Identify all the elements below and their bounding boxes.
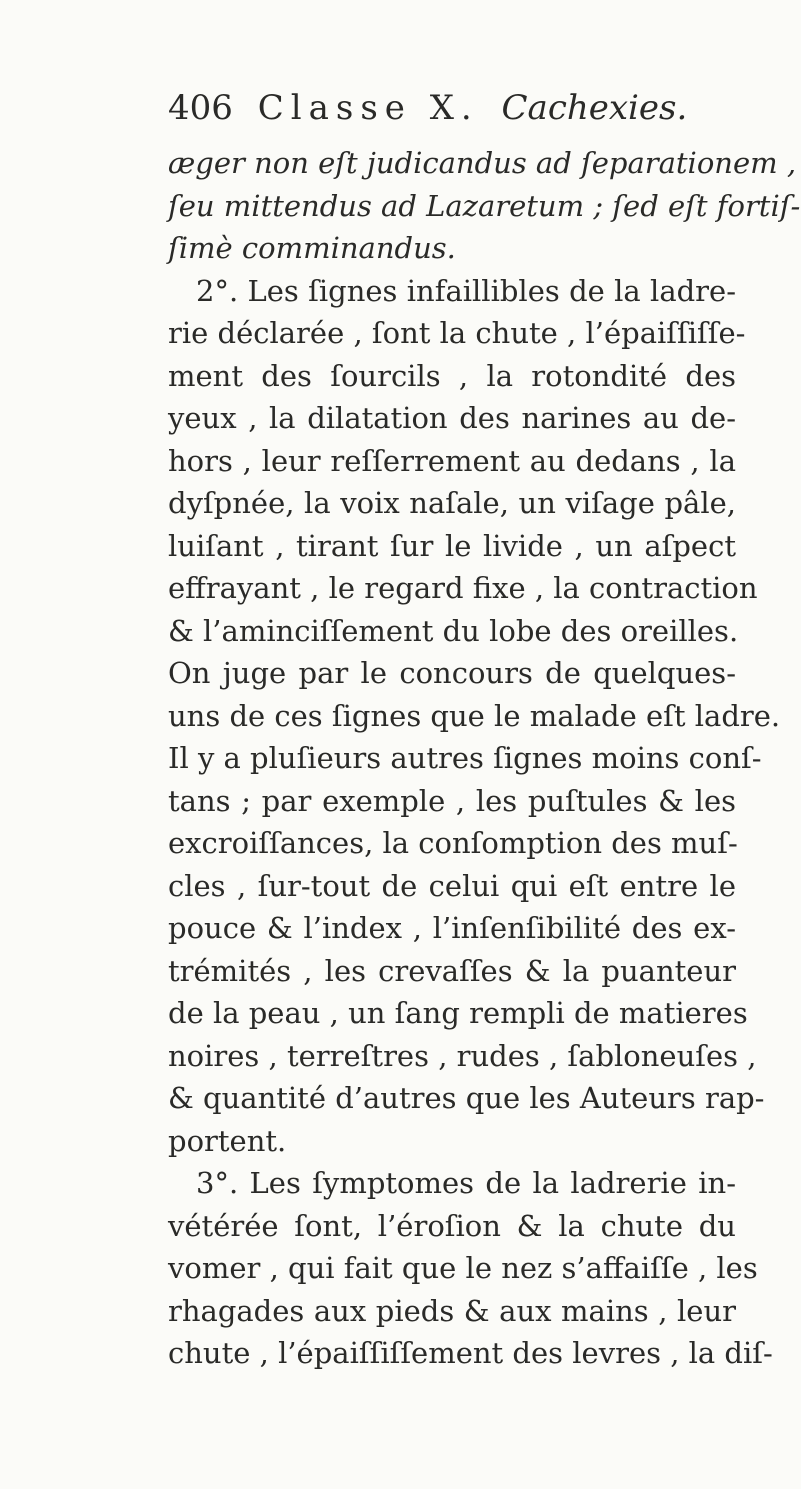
text-line: rie déclarée , ſont la chute , l’épaiſſiſſe- <box>168 316 746 350</box>
running-head <box>168 88 728 128</box>
text-line: æger non eſt judicandus ad ſeparationem , <box>168 146 797 180</box>
text-line: effrayant , le regard fixe , la contraction <box>168 571 758 605</box>
text-line: yeux , la dilatation des narines au de- <box>168 401 736 435</box>
text-line: trémités , les crevaſſes & la puanteur <box>168 953 736 988</box>
text-line: vétérée ſont, l’éroſion & la chute du <box>168 1208 736 1243</box>
text-line: noires , terreſtres , rudes , ſabloneuſes , <box>168 1038 757 1073</box>
text-line: & l’aminciſſement du lobe des oreilles. <box>168 613 739 648</box>
text-line: rhagades aux pieds & aux mains , leur <box>168 1293 736 1328</box>
page-number: 406 <box>168 88 233 128</box>
class-label: Classe X. <box>257 88 479 128</box>
text-line: 2°. Les ſignes infaillibles de la ladre- <box>196 273 736 308</box>
text-line: pouce & l’index , l’inſenſibilité des ex- <box>168 911 736 945</box>
text-line: ſimè comminandus. <box>168 231 456 265</box>
text-line: chute , l’épaiſſiſſement des levres , la diſ- <box>168 1336 773 1370</box>
text-line: portent. <box>168 1123 287 1158</box>
text-line: uns de ces ſignes que le malade eſt ladre. <box>168 698 781 733</box>
chapter-title: Cachexies. <box>501 88 688 128</box>
body-text <box>168 142 801 1375</box>
text-line: ſeu mittendus ad Lazaretum ; ſed eſt fortiſ- <box>168 188 801 223</box>
text-line: ment des ſourcils , la rotondité des <box>168 358 736 393</box>
text-line: tans ; par exemple , les puſtules & les <box>168 783 736 818</box>
text-line: On juge par le concours de quelques- <box>168 656 736 690</box>
text-line: excroiſſances, la conſomption des muſ- <box>168 826 738 860</box>
text-line: de la peau , un ſang rempli de matieres <box>168 996 748 1030</box>
text-line: vomer , qui fait que le nez s’affaiſſe , les <box>168 1251 758 1285</box>
text-line: Il y a pluſieurs autres ſignes moins conſ- <box>168 741 762 775</box>
text-line: cles , ſur-tout de celui qui eſt entre le <box>168 868 736 903</box>
text-line: hors , leur reſſerrement au dedans , la <box>168 443 736 478</box>
text-line: dyſpnée, la voix naſale, un viſage pâle, <box>168 486 736 520</box>
text-line: 3°. Les ſymptomes de la ladrerie in- <box>196 1166 736 1200</box>
text-line: & quantité d’autres que les Auteurs rap- <box>168 1081 765 1115</box>
text-line: luiſant , tirant ſur le livide , un aſpect <box>168 528 736 563</box>
